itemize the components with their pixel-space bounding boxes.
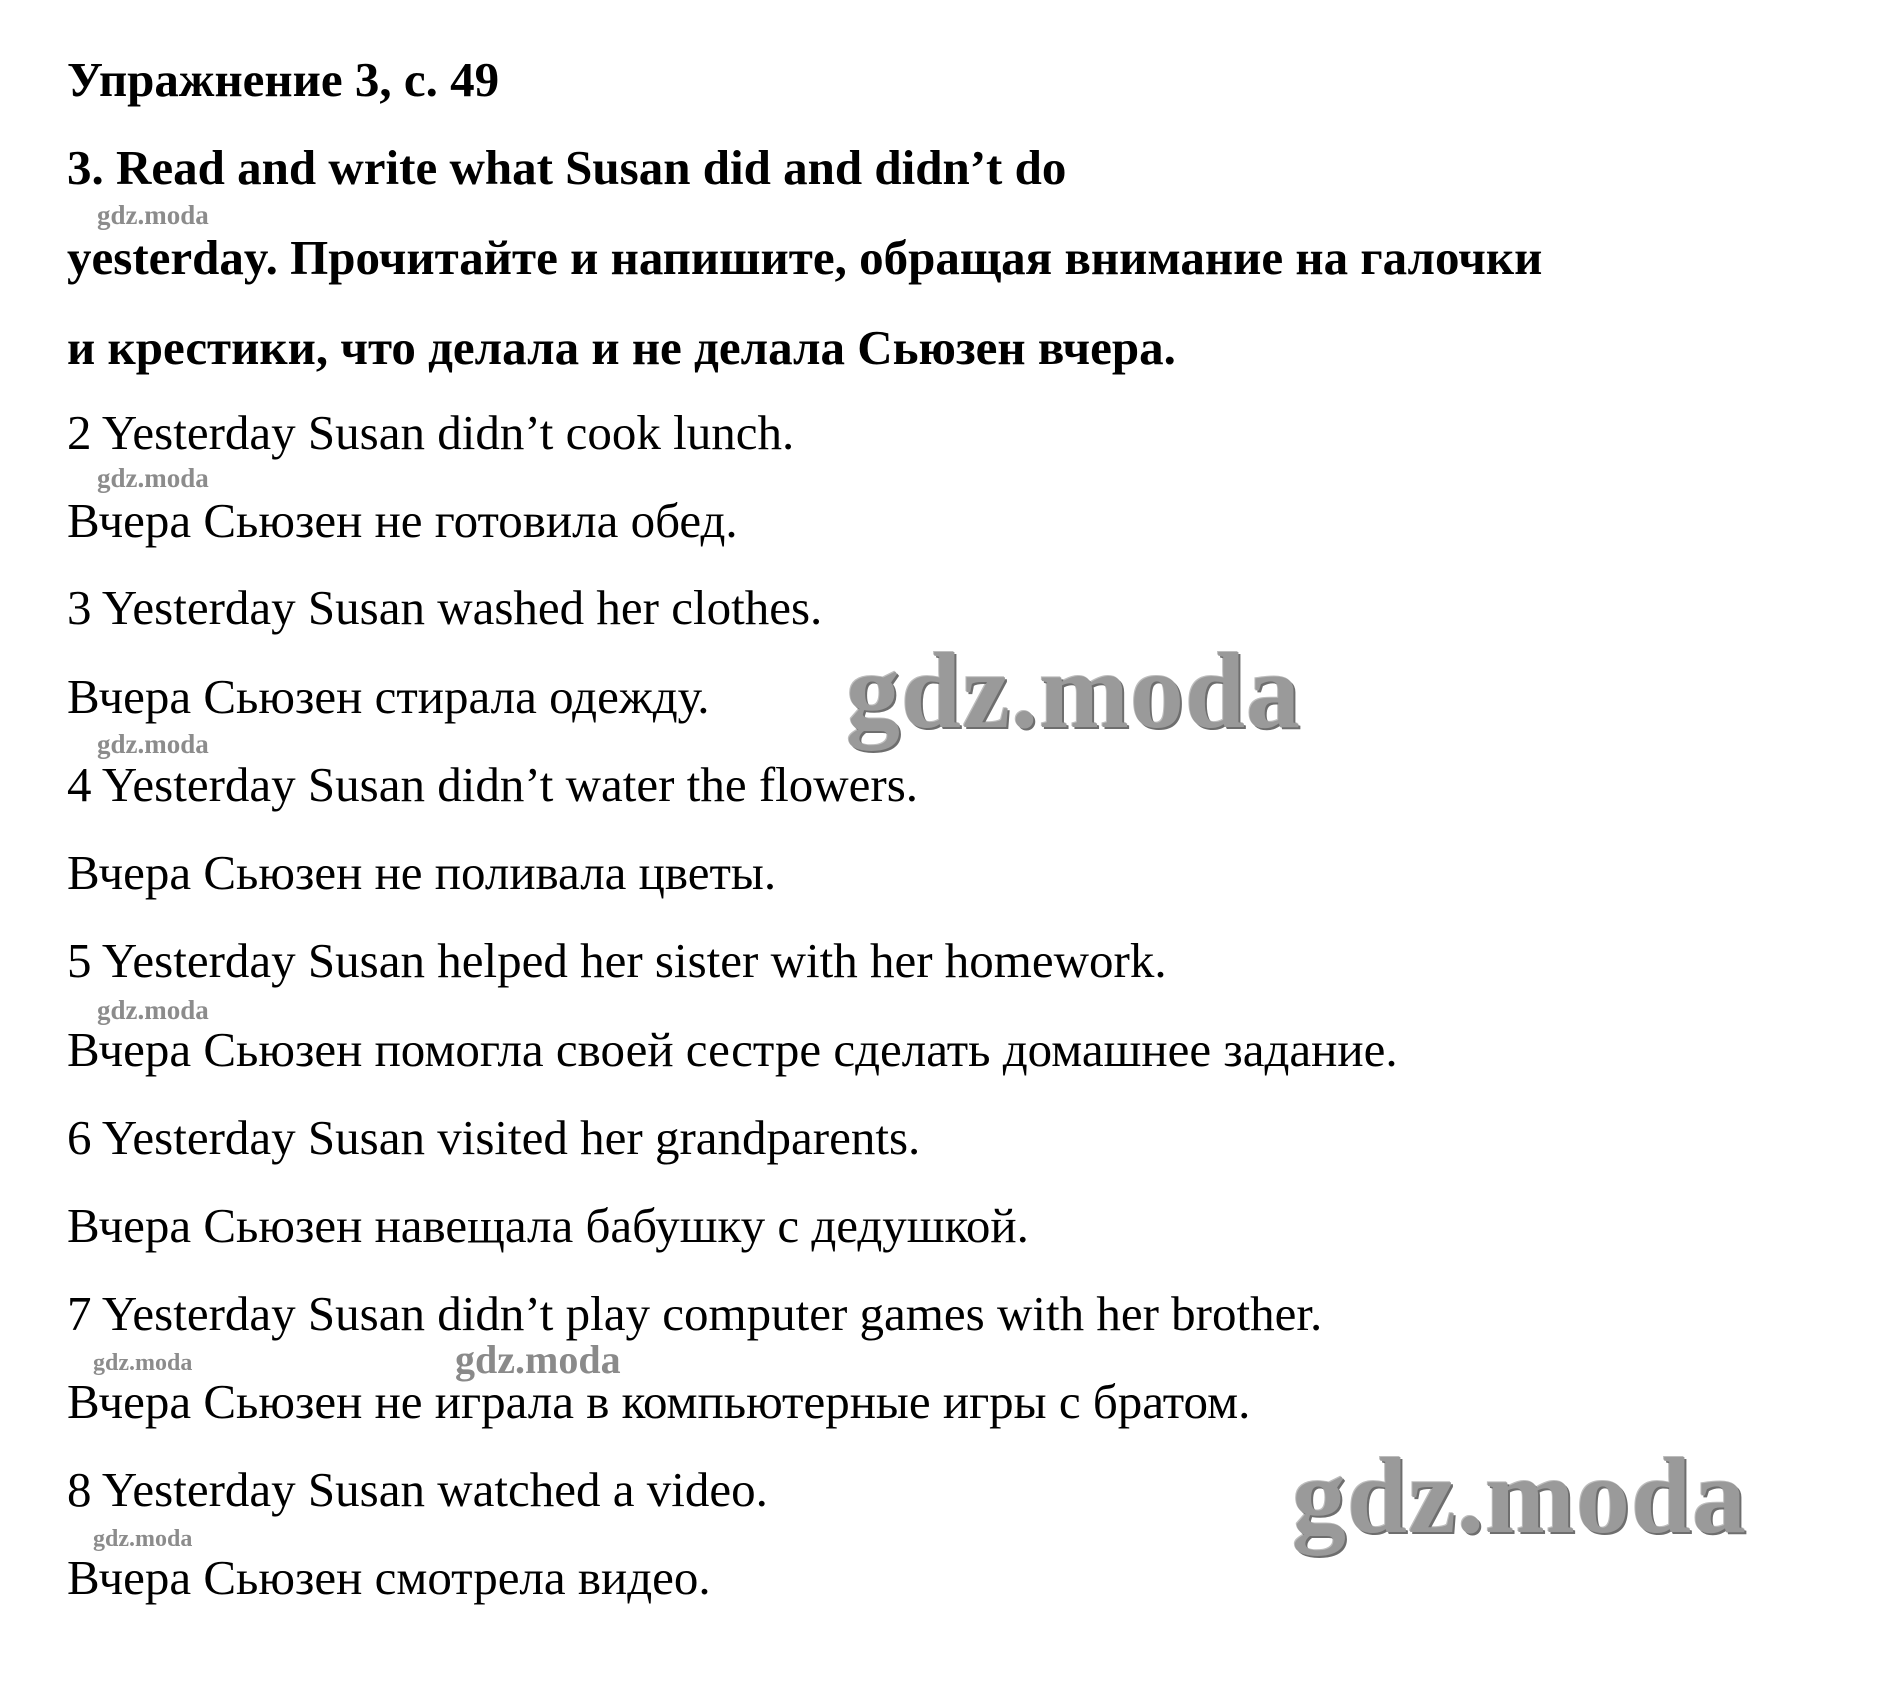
answer-ru-8: Вчера Сьюзен смотрела видео. <box>67 1550 711 1605</box>
answer-en-5: 5 Yesterday Susan helped her sister with her homework. <box>67 933 1167 988</box>
answer-en-2: 2 Yesterday Susan didn’t cook lunch. <box>67 405 795 460</box>
exercise-title: Упражнение 3, с. 49 <box>67 52 500 107</box>
task-line-1: 3. Read and write what Susan did and didn’t do <box>67 140 1067 195</box>
answer-en-3: 3 Yesterday Susan washed her clothes. <box>67 580 823 635</box>
watermark-small-5: gdz.moda <box>93 1350 193 1376</box>
answer-en-6: 6 Yesterday Susan visited her grandparents. <box>67 1110 921 1165</box>
answer-ru-2: Вчера Сьюзен не готовила обед. <box>67 493 738 548</box>
watermark-large-1: gdz.moda <box>846 632 1302 751</box>
task-line-2: yesterday. Прочитайте и напишите, обращая внимание на галочки <box>67 230 1543 285</box>
watermark-small-4: gdz.moda <box>97 995 209 1025</box>
watermark-small-2: gdz.moda <box>97 463 209 493</box>
answer-en-7: 7 Yesterday Susan didn’t play computer games with her brother. <box>67 1286 1323 1341</box>
task-line-3: и крестики, что делала и не делала Сьюзен вчера. <box>67 320 1176 375</box>
watermark-small-6: gdz.moda <box>93 1526 193 1552</box>
answer-ru-4: Вчера Сьюзен не поливала цветы. <box>67 845 777 900</box>
answer-ru-5: Вчера Сьюзен помогла своей сестре сделать домашнее задание. <box>67 1022 1398 1077</box>
watermark-large-2: gdz.moda <box>1292 1437 1748 1556</box>
answer-ru-7: Вчера Сьюзен не играла в компьютерные игры с братом. <box>67 1374 1251 1429</box>
answer-en-4: 4 Yesterday Susan didn’t water the flowers. <box>67 757 919 812</box>
answer-en-8: 8 Yesterday Susan watched a video. <box>67 1462 768 1517</box>
answer-ru-3: Вчера Сьюзен стирала одежду. <box>67 669 710 724</box>
watermark-small-3: gdz.moda <box>97 729 209 759</box>
watermark-medium: gdz.moda <box>455 1337 621 1382</box>
answer-ru-6: Вчера Сьюзен навещала бабушку с дедушкой. <box>67 1198 1029 1253</box>
watermark-small-1: gdz.moda <box>97 200 209 230</box>
